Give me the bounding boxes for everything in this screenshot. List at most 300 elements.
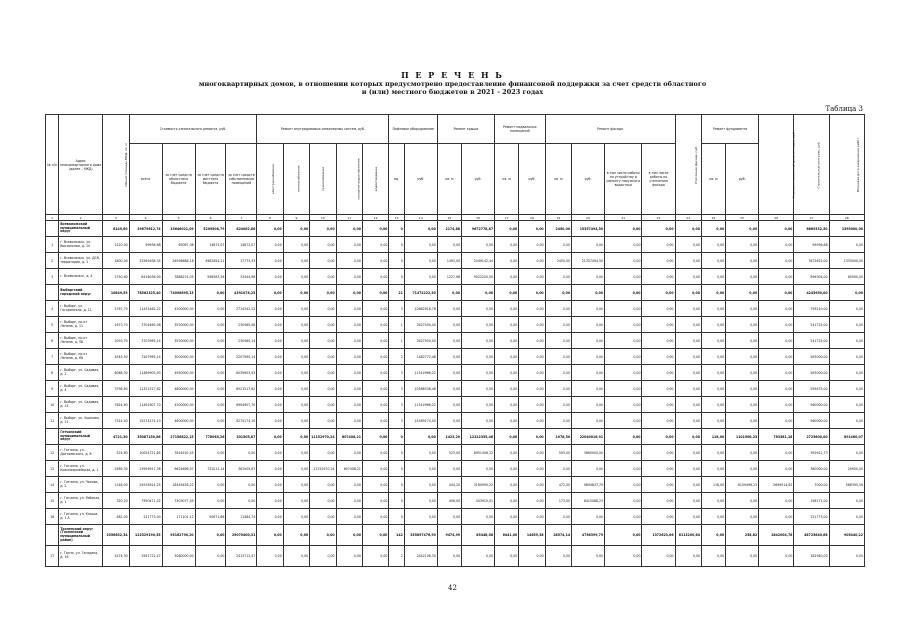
cell-value: 4300000,00 xyxy=(162,301,195,317)
cell-value: 63067,36 xyxy=(162,237,195,253)
cell-value: 158171,00 xyxy=(794,493,829,509)
cell-value: 0 xyxy=(389,221,404,237)
cell-value: 0,00 xyxy=(462,546,495,567)
cell-value: 3 xyxy=(389,397,404,413)
cell-value: 0,00 xyxy=(642,381,675,397)
cell-value: 0,00 xyxy=(605,525,642,546)
cell-value: 0,00 xyxy=(283,461,309,477)
cell-value: 4600000,00 xyxy=(162,413,195,429)
cell-value: 0,00 xyxy=(605,429,642,445)
column-number: 28 xyxy=(829,215,864,221)
cell-value: 7403077,49 xyxy=(162,493,195,509)
cell-value: 0,00 xyxy=(362,349,388,365)
cell-value: 0,00 xyxy=(495,333,519,349)
cell-value: 0,00 xyxy=(701,413,725,429)
cell-value: 2450,00 xyxy=(545,221,571,237)
cell-value: 0,00 xyxy=(195,317,226,333)
cell-value: 0,00 xyxy=(829,365,864,381)
cell-value: 7886274,05 xyxy=(162,269,195,285)
cell-value: 11514966,22 xyxy=(404,397,437,413)
cell-value: 0,00 xyxy=(495,477,519,493)
cell-value: 0,00 xyxy=(701,333,725,349)
cell-value: 456,00 xyxy=(437,493,461,509)
cell-value: 586395,59 xyxy=(829,477,864,493)
cell-value: 71472222,50 xyxy=(404,285,437,301)
cell-value: 0,00 xyxy=(642,333,675,349)
row-number: 7 xyxy=(46,349,59,365)
row-number: 9 xyxy=(46,381,59,397)
cell-value: 0,00 xyxy=(519,509,545,525)
cell-value: 0,00 xyxy=(519,461,545,477)
cell-value: 0,00 xyxy=(283,253,309,269)
cell-value: 0,00 xyxy=(495,301,519,317)
cell-value: 0 xyxy=(389,237,404,253)
cell-value: 1493,00 xyxy=(437,253,461,269)
cell-value: 0,00 xyxy=(605,381,642,397)
cell-value: 0,00 xyxy=(437,317,461,333)
sub-water: холодное водоснабжение xyxy=(336,144,362,215)
column-number: 2 xyxy=(59,215,103,221)
col-cost: Стоимость капитального ремонта, руб. xyxy=(129,115,257,144)
cell-value: 99936,68 xyxy=(794,237,829,253)
cell-value: 0,00 xyxy=(310,493,336,509)
cell-value: 33444,98 xyxy=(226,269,257,285)
column-number: 6 xyxy=(195,215,226,221)
cell-value: 0,00 xyxy=(605,269,642,285)
row-address: г. Гатчина, ул. Рабочая, д. 1 xyxy=(59,493,103,509)
cell-value: 0,00 xyxy=(283,445,309,461)
row-address: г. Всеволожск, ул. Вокзальная, д. 10 xyxy=(59,237,103,253)
cell-value: 0,00 xyxy=(336,237,362,253)
cell-value: 0,00 xyxy=(495,413,519,429)
col-facade: Ремонт фасада xyxy=(545,115,675,144)
cell-value: 0,00 xyxy=(336,477,362,493)
cell-value: 0,00 xyxy=(310,237,336,253)
cell-value: 0,00 xyxy=(642,445,675,461)
row-number xyxy=(46,525,59,546)
cell-value: 0,00 xyxy=(437,509,461,525)
cell-value: 0,00 xyxy=(759,333,794,349)
cell-value: 0,00 xyxy=(642,349,675,365)
cell-value: 6113200,64 xyxy=(675,525,701,546)
cell-value: 0,00 xyxy=(437,365,461,381)
cell-value: 39679612,74 xyxy=(129,221,162,237)
cell-value: 3530000,00 xyxy=(162,317,195,333)
table-row xyxy=(46,509,865,525)
cell-value: 0,00 xyxy=(675,349,701,365)
sub-facade-sqm: кв. м xyxy=(545,144,571,215)
cell-value: 598583,26 xyxy=(195,269,226,285)
row-address: г. Гатчина, ул. Кныша, д. 1 А xyxy=(59,509,103,525)
column-number: 5 xyxy=(162,215,195,221)
cell-value: 142 xyxy=(389,525,404,546)
column-number: 14 xyxy=(404,215,437,221)
row-number: 17 xyxy=(46,546,59,567)
cell-value: 807408,21 xyxy=(336,461,362,477)
cell-value: 10054721,85 xyxy=(129,445,162,461)
cell-value: 2489,30 xyxy=(103,461,129,477)
sub-owners: за счет средств собственников помещений xyxy=(226,144,257,215)
table-row-group xyxy=(46,525,865,546)
cell-value: 0,00 xyxy=(829,285,864,301)
row-address: г. Выборг, пр-кт Ленина, д. 11 xyxy=(59,317,103,333)
document-subtitle xyxy=(0,80,905,96)
cell-value: 0,00 xyxy=(572,301,605,317)
cell-value: 0,00 xyxy=(519,285,545,301)
cell-value: 0,00 xyxy=(519,477,545,493)
cell-value: 0,00 xyxy=(283,493,309,509)
cell-value: 0,00 xyxy=(726,445,759,461)
cell-value: 1335000,00 xyxy=(829,253,864,269)
row-address: Гатчинский муниципальный округ xyxy=(59,429,103,445)
column-number: 12 xyxy=(362,215,388,221)
cell-value: 0,00 xyxy=(726,301,759,317)
cell-value: 1423,20 xyxy=(437,429,461,445)
cell-value: 4982854,21 xyxy=(195,253,226,269)
column-number: 1 xyxy=(46,215,59,221)
cell-value: 0,00 xyxy=(437,333,461,349)
sub-base-rub: руб. xyxy=(519,144,545,215)
sub-gas: газоснабжение xyxy=(310,144,336,215)
cell-value: 563000,00 xyxy=(794,349,829,365)
cell-value: 0,00 xyxy=(701,237,725,253)
cell-value: 0,00 xyxy=(362,333,388,349)
cell-value: 523,00 xyxy=(437,445,461,461)
subtitle-line-2: и (или) местного бюджетов в 2021 - 2023 годах xyxy=(361,88,544,96)
sub-facade-drain: в том числе работы по устройству и ремонту наружного водостока xyxy=(605,144,642,215)
cell-value: 0,00 xyxy=(572,381,605,397)
cell-value: 0,00 xyxy=(462,285,495,301)
cell-value: 444,20 xyxy=(437,477,461,493)
sub-base-sqm: кв. м xyxy=(495,144,519,215)
cell-value: 0,00 xyxy=(675,365,701,381)
row-address: Всеволожский муниципальный округ xyxy=(59,221,103,237)
column-number: 23 xyxy=(675,215,701,221)
cell-value: 0,00 xyxy=(642,301,675,317)
cell-value: 0,00 xyxy=(759,445,794,461)
table-row xyxy=(46,365,865,381)
cell-value: 0,00 xyxy=(336,525,362,546)
cell-value: 11491907,70 xyxy=(129,397,162,413)
cell-value: 0,00 xyxy=(675,493,701,509)
cell-value: 2413712,47 xyxy=(226,546,257,567)
cell-value: 0,00 xyxy=(642,413,675,429)
cell-value: 0,00 xyxy=(495,429,519,445)
cell-value: 0,00 xyxy=(495,221,519,237)
cell-value: 0,00 xyxy=(310,525,336,546)
cell-value: 0,00 xyxy=(283,477,309,493)
cell-value: 731013,14 xyxy=(195,461,226,477)
cell-value: 0,00 xyxy=(675,477,701,493)
cell-value: 0,00 xyxy=(642,429,675,445)
column-number: 9 xyxy=(283,215,309,221)
cell-value: 0,00 xyxy=(283,509,309,525)
cell-value: 0,00 xyxy=(336,546,362,567)
cell-value: 0,00 xyxy=(404,221,437,237)
cell-value: 0,00 xyxy=(310,253,336,269)
cell-value: 0,00 xyxy=(519,413,545,429)
cell-value: 0,00 xyxy=(283,525,309,546)
cell-value: 0,00 xyxy=(195,413,226,429)
cell-value: 0,00 xyxy=(701,365,725,381)
cell-value: 0,00 xyxy=(829,413,864,429)
cell-value: 0,00 xyxy=(195,477,226,493)
cell-value: 241725,00 xyxy=(794,317,829,333)
cell-value: 0,00 xyxy=(283,317,309,333)
cell-value: 1767,70 xyxy=(103,301,129,317)
cell-value: 6521517,82 xyxy=(226,381,257,397)
column-number: 24 xyxy=(701,215,725,221)
cell-value: 891460,07 xyxy=(829,429,864,445)
cell-value: 0 xyxy=(389,477,404,493)
cell-value: 0,00 xyxy=(545,381,571,397)
cell-value: 0,00 xyxy=(257,381,283,397)
row-address: г. Выборг, ул. Садовая, д. 14 xyxy=(59,397,103,413)
cell-value: 0,00 xyxy=(257,253,283,269)
cell-value: 0,00 xyxy=(437,301,461,317)
cell-value: 0,00 xyxy=(336,317,362,333)
cell-value: 1800,00 xyxy=(103,253,129,269)
cell-value: 0,00 xyxy=(642,317,675,333)
cell-value: 14589174,00 xyxy=(404,413,437,429)
cell-value: 4756399,79 xyxy=(572,525,605,546)
cell-value: 0,00 xyxy=(336,333,362,349)
cell-value: 9274174,10 xyxy=(226,413,257,429)
cell-value: 0,00 xyxy=(701,285,725,301)
table-row xyxy=(46,253,865,269)
cell-value: 0,00 xyxy=(726,285,759,301)
cell-value: 1673,70 xyxy=(103,317,129,333)
cell-value: 0,00 xyxy=(726,333,759,349)
sub-facade-insul: в том числе работы по утеплению фасада xyxy=(642,144,675,215)
cell-value: 0,00 xyxy=(310,546,336,567)
table-row xyxy=(46,413,865,429)
sub-local: за счет средств местного бюджета xyxy=(195,144,226,215)
column-number: 26 xyxy=(759,215,794,221)
cell-value: 7816192,45 xyxy=(162,445,195,461)
cell-value: 0,00 xyxy=(495,445,519,461)
cell-value: 482,00 xyxy=(103,509,129,525)
cell-value: 778065,26 xyxy=(195,429,226,445)
cell-value: 0,00 xyxy=(675,221,701,237)
cell-value: 0,00 xyxy=(642,477,675,493)
cell-value: 0,00 xyxy=(404,253,437,269)
cell-value: 0,00 xyxy=(642,269,675,285)
column-number: 7 xyxy=(226,215,257,221)
cell-value: 0,00 xyxy=(336,253,362,269)
subtitle-line-1: многоквартирных домов, в отношении которых предусмотрено предоставление финансовой поддержки за счет средств областного xyxy=(198,80,707,88)
column-number: 10 xyxy=(310,215,336,221)
cell-value: 0,00 xyxy=(701,397,725,413)
cell-value: 0,00 xyxy=(675,333,701,349)
cell-value: 0,00 xyxy=(726,253,759,269)
table-row xyxy=(46,349,865,365)
cell-value: 0,00 xyxy=(336,221,362,237)
cell-value: 50671,86 xyxy=(195,509,226,525)
cell-value: 0,00 xyxy=(605,413,642,429)
row-number: 4 xyxy=(46,301,59,317)
cell-value: 0,00 xyxy=(759,365,794,381)
cell-value: 0,00 xyxy=(462,461,495,477)
table-row xyxy=(46,546,865,567)
cell-value: 0,00 xyxy=(759,493,794,509)
cell-value: 0,00 xyxy=(257,546,283,567)
cell-value: 0,00 xyxy=(642,461,675,477)
cell-value: 0,00 xyxy=(310,365,336,381)
cell-value: 0,00 xyxy=(519,445,545,461)
cell-value: 0,00 xyxy=(675,285,701,301)
cell-value: 60000,00 xyxy=(829,269,864,285)
cell-value: 0,00 xyxy=(642,365,675,381)
cell-value: 122329190,55 xyxy=(129,525,162,546)
cell-value: 0,00 xyxy=(336,381,362,397)
cell-value: 0,00 xyxy=(283,365,309,381)
cell-value: 0 xyxy=(389,429,404,445)
cell-value: 0,00 xyxy=(759,221,794,237)
cell-value: 78562325,40 xyxy=(129,285,162,301)
row-address: г. Выборг, пр-кт Ленина, д. 58 xyxy=(59,333,103,349)
cell-value: 0,00 xyxy=(336,365,362,381)
cell-value: 0,00 xyxy=(437,461,461,477)
cell-value: 0,00 xyxy=(362,301,388,317)
cell-value: 0,00 xyxy=(257,333,283,349)
cell-value: 0,00 xyxy=(519,381,545,397)
cell-value: 14659,38 xyxy=(519,525,545,546)
cell-value: 11489903,93 xyxy=(129,365,162,381)
cell-value: 0,00 xyxy=(545,333,571,349)
cell-value: 0,00 xyxy=(404,509,437,525)
table-row-group xyxy=(46,221,865,237)
sub-facade-rub: руб. xyxy=(572,144,605,215)
cell-value: 0,00 xyxy=(310,397,336,413)
cell-value: 0,00 xyxy=(257,285,283,301)
cell-value: 0,00 xyxy=(519,237,545,253)
cell-value: 0,00 xyxy=(336,509,362,525)
cell-value: 0,00 xyxy=(226,493,257,509)
cell-value: 896304,00 xyxy=(794,269,829,285)
cell-value: 0,00 xyxy=(257,509,283,525)
sub-roof-rub: руб. xyxy=(462,144,495,215)
cell-value: 0,00 xyxy=(310,301,336,317)
cell-value: 8951406,12 xyxy=(462,445,495,461)
table-label: Таблица 3 xyxy=(825,105,863,113)
cell-value: 2120,00 xyxy=(103,237,129,253)
cell-value: 0,00 xyxy=(283,546,309,567)
cell-value: 7207995,14 xyxy=(129,349,162,365)
cell-value: 0,00 xyxy=(495,381,519,397)
column-number: 25 xyxy=(726,215,759,221)
cell-value: 0,00 xyxy=(362,461,388,477)
cell-value: 0,00 xyxy=(195,349,226,365)
col-design-docs: Стоимость проектной документации, руб. xyxy=(759,115,794,215)
cell-value: 0,00 xyxy=(437,546,461,567)
row-address: г. Выборг, ул. Садовая, д. 4 xyxy=(59,381,103,397)
cell-value: 0,00 xyxy=(437,381,461,397)
cell-value: 0,00 xyxy=(829,333,864,349)
cell-value: 320,20 xyxy=(103,493,129,509)
cell-value: 1372623,66 xyxy=(642,525,675,546)
cell-value: 258,82 xyxy=(726,525,759,546)
cell-value: 3080000,00 xyxy=(162,546,195,567)
cell-value: 0,00 xyxy=(257,349,283,365)
cell-value: 0,00 xyxy=(310,221,336,237)
cell-value: 0,00 xyxy=(283,413,309,429)
column-number: 15 xyxy=(437,215,461,221)
cell-value: 0,00 xyxy=(642,509,675,525)
cell-value: 0,00 xyxy=(437,413,461,429)
col-no: № п/п xyxy=(46,115,59,215)
cell-value: 6109496,23 xyxy=(726,477,759,493)
cell-value: 0,00 xyxy=(257,445,283,461)
cell-value: 230465,08 xyxy=(226,317,257,333)
cell-value: 35087150,86 xyxy=(129,429,162,445)
cell-value: 10682916,76 xyxy=(404,301,437,317)
cell-value: 0,00 xyxy=(336,349,362,365)
cell-value: 0,00 xyxy=(605,397,642,413)
cell-value: 33646021,09 xyxy=(162,221,195,237)
cell-value: 0,00 xyxy=(519,493,545,509)
cell-value: 0,00 xyxy=(283,301,309,317)
cell-value: 0,00 xyxy=(572,285,605,301)
cell-value: 0,00 xyxy=(572,349,605,365)
cell-value: 11514966,22 xyxy=(404,365,437,381)
cell-value: 0,00 xyxy=(675,301,701,317)
cell-value: 1148,00 xyxy=(103,477,129,493)
row-address: г. Выборг, ул. Гагаринская, д. 11 xyxy=(59,301,103,317)
cell-value: 22040016,91 xyxy=(572,429,605,445)
cell-value: 0,00 xyxy=(701,445,725,461)
cell-value: 0,00 xyxy=(495,317,519,333)
cell-value: 2356632,34 xyxy=(103,525,129,546)
cell-value: 11431462,22 xyxy=(129,301,162,317)
cell-value: 0,00 xyxy=(572,333,605,349)
cell-value: 85448,58 xyxy=(462,525,495,546)
cell-value: 560000,00 xyxy=(794,413,829,429)
cell-value: 118,00 xyxy=(701,477,725,493)
column-number: 20 xyxy=(572,215,605,221)
cell-value: 0,00 xyxy=(829,317,864,333)
cell-value: 0,00 xyxy=(462,413,495,429)
table-row xyxy=(46,397,865,413)
cell-value: 15357494,50 xyxy=(572,221,605,237)
row-number: 15 xyxy=(46,493,59,509)
cell-value: 6088,30 xyxy=(103,365,129,381)
cell-value: 7314,40 xyxy=(103,413,129,429)
cell-value: 380000,00 xyxy=(794,461,829,477)
cell-value: 0,00 xyxy=(545,285,571,301)
column-number: 13 xyxy=(389,215,404,221)
cell-value: 0,00 xyxy=(545,509,571,525)
cell-value: 0,00 xyxy=(701,253,725,269)
cell-value: 0,00 xyxy=(675,546,701,567)
cell-value: 3 xyxy=(389,301,404,317)
cell-value: 0,00 xyxy=(759,509,794,525)
cell-value: 3000000,00 xyxy=(162,349,195,365)
cell-value: 0,00 xyxy=(336,269,362,285)
cell-value: 8415088,23 xyxy=(572,493,605,509)
cell-value: 48725640,68 xyxy=(794,525,829,546)
cell-value: 0,00 xyxy=(675,253,701,269)
cell-value: 0,00 xyxy=(310,333,336,349)
cell-value: 2442108,30 xyxy=(404,546,437,567)
cell-value: 0,00 xyxy=(519,349,545,365)
cell-value: 0,00 xyxy=(310,509,336,525)
cell-value: 230465,14 xyxy=(226,333,257,349)
cell-value: 21 xyxy=(389,285,404,301)
cell-value: 0,00 xyxy=(605,301,642,317)
cell-value: 0,00 xyxy=(519,365,545,381)
cell-value: 0,00 xyxy=(726,349,759,365)
